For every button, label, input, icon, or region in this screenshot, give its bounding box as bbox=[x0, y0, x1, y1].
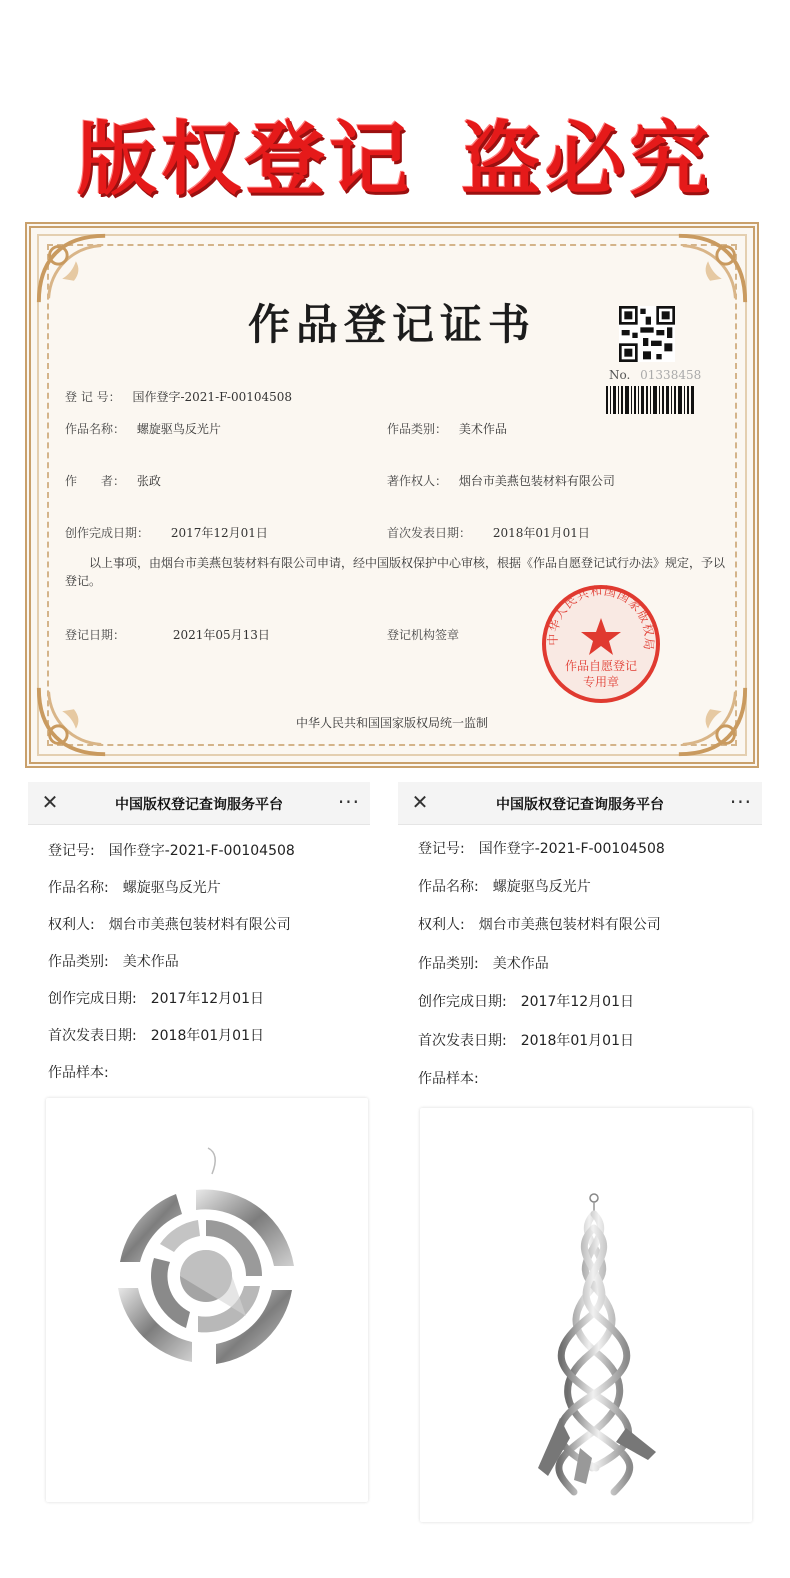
panel-header bbox=[398, 782, 762, 825]
sample-label: 作品样本: bbox=[48, 1065, 109, 1081]
panel-row-work-type: 作品类别: 美术作品 bbox=[418, 956, 549, 972]
cert-field-created: 创作完成日期： 2017年12月01日 bbox=[65, 526, 268, 540]
sample-label: 作品样本: bbox=[418, 1071, 479, 1087]
spiral-disc-icon bbox=[46, 1098, 368, 1502]
panel-row-reg-no: 登记号: 国作登字-2021-F-00104508 bbox=[48, 843, 295, 859]
panel-row-work-name: 作品名称: 螺旋驱鸟反光片 bbox=[418, 879, 591, 895]
cert-field-work-name: 作品名称： 螺旋驱鸟反光片 bbox=[65, 422, 221, 436]
cert-field-author: 作 者： 张政 bbox=[65, 474, 161, 488]
panel-row-published: 首次发表日期: 2018年01月01日 bbox=[418, 1033, 634, 1049]
work-sample-image bbox=[46, 1098, 368, 1502]
cert-field-reg-no: 登 记 号： 国作登字-2021-F-00104508 bbox=[65, 390, 293, 404]
work-sample-image bbox=[420, 1108, 752, 1522]
panel-row-created: 创作完成日期: 2017年12月01日 bbox=[48, 991, 264, 1007]
panel-row-reg-no: 登记号: 国作登字-2021-F-00104508 bbox=[418, 841, 665, 857]
seal-line1: 作品自愿登记 bbox=[564, 659, 638, 673]
cert-field-published: 首次发表日期： 2018年01月01日 bbox=[387, 526, 590, 540]
banner-right-text: 盗必究 bbox=[461, 113, 713, 206]
panel-row-owner: 权利人: 烟台市美燕包装材料有限公司 bbox=[48, 917, 291, 933]
cert-field-reg-date: 登记日期： 2021年05月13日 bbox=[65, 628, 270, 642]
certificate-paragraph: 以上事项，由烟台市美燕包装材料有限公司申请，经中国版权保护中心审核，根据《作品自愿登记试行办法》规定，予以登记。 bbox=[65, 556, 726, 588]
panel-row-work-type: 作品类别: 美术作品 bbox=[48, 954, 179, 970]
cert-field-seal-label: 登记机构签章 bbox=[387, 628, 460, 642]
certificate-number-label: No. bbox=[609, 368, 631, 382]
more-options-icon[interactable]: ··· bbox=[337, 790, 360, 814]
panel-title: 中国版权登记查询服务平台 bbox=[115, 797, 283, 813]
spiral-twister-icon bbox=[420, 1108, 752, 1522]
cert-field-owner: 著作权人： 烟台市美燕包装材料有限公司 bbox=[387, 474, 615, 488]
barcode-icon bbox=[606, 386, 694, 414]
close-icon[interactable]: ✕ bbox=[411, 790, 429, 814]
panel-header bbox=[28, 782, 370, 825]
certificate-title: 作品登记证书 bbox=[247, 300, 536, 349]
close-icon[interactable]: ✕ bbox=[41, 790, 59, 814]
official-seal-icon bbox=[539, 582, 663, 706]
certificate-number bbox=[609, 368, 701, 382]
more-options-icon[interactable]: ··· bbox=[729, 790, 752, 814]
query-panel-2 bbox=[398, 782, 762, 1522]
banner-left-text: 版权登记 bbox=[77, 113, 413, 206]
banner-heading bbox=[0, 110, 790, 210]
copyright-certificate bbox=[25, 222, 759, 768]
panel-row-created: 创作完成日期: 2017年12月01日 bbox=[418, 994, 634, 1010]
panel-row-published: 首次发表日期: 2018年01月01日 bbox=[48, 1028, 264, 1044]
panel-title: 中国版权登记查询服务平台 bbox=[496, 797, 664, 813]
seal-line2: 专用章 bbox=[582, 675, 620, 689]
cert-field-work-type: 作品类别： 美术作品 bbox=[387, 422, 507, 436]
qr-code-icon bbox=[619, 306, 675, 362]
query-panel-1 bbox=[28, 782, 370, 1522]
certificate-footer: 中华人民共和国国家版权局统一监制 bbox=[295, 716, 488, 730]
panel-row-owner: 权利人: 烟台市美燕包装材料有限公司 bbox=[418, 917, 661, 933]
certificate-number-value: 01338458 bbox=[640, 368, 702, 382]
seal-ring-text: 中华人民共和国国家版权局 bbox=[545, 583, 657, 652]
panel-row-work-name: 作品名称: 螺旋驱鸟反光片 bbox=[48, 880, 221, 896]
